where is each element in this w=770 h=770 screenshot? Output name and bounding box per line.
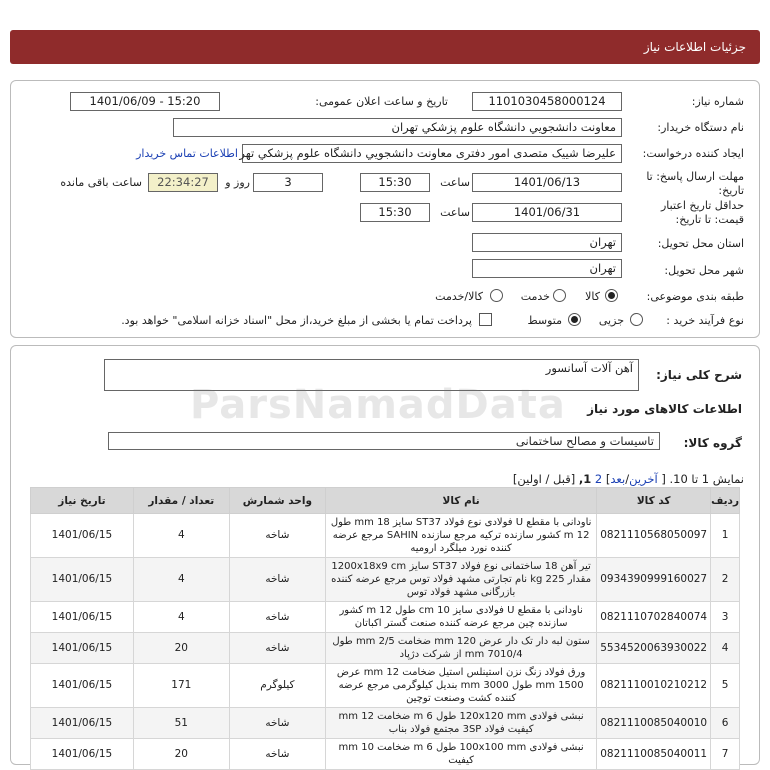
validity-time-label: ساعت <box>440 206 470 219</box>
table-row[interactable] <box>31 514 740 558</box>
col-unit: واحد شمارش <box>229 488 325 514</box>
category-goods-radio[interactable] <box>605 289 618 302</box>
row-number: 1 <box>711 514 740 558</box>
days-field[interactable]: 3 <box>253 173 323 192</box>
category-goods-label: کالا <box>585 290 600 303</box>
goods-name: نبشی فولادی 100x100 mm طول 6 m ضخامت 10 mm کیفیت <box>326 739 597 770</box>
buyer-field[interactable]: معاونت دانشجويي دانشگاه علوم پزشكي تهران <box>173 118 622 137</box>
goods-qty: 171 <box>133 664 229 708</box>
buyer-contact-link[interactable]: اطلاعات تماس خریدار <box>136 147 238 160</box>
need-date: 1401/06/15 <box>31 602 134 633</box>
pagination-bar <box>513 472 744 486</box>
need-date: 1401/06/15 <box>31 708 134 739</box>
goods-qty: 20 <box>133 633 229 664</box>
announce-label: تاریخ و ساعت اعلان عمومی: <box>315 95 448 108</box>
process-minor-label: جزیی <box>598 314 624 327</box>
category-label: طبقه بندی موضوعی: <box>646 290 744 303</box>
province-label: استان محل تحویل: <box>657 237 744 250</box>
goods-unit: شاخه <box>229 739 325 770</box>
goods-unit: کیلوگرم <box>229 664 325 708</box>
buyer-label: نام دستگاه خریدار: <box>657 121 744 134</box>
goods-code: 0934390999160027 <box>597 558 711 602</box>
process-minor-radio[interactable] <box>630 313 643 326</box>
goods-unit: شاخه <box>229 708 325 739</box>
col-qty: تعداد / مقدار <box>133 488 229 514</box>
description-label: شرح کلی نیاز: <box>656 368 742 382</box>
deadline-date-field[interactable]: 1401/06/13 <box>472 173 622 192</box>
table-row[interactable] <box>31 633 740 664</box>
deadline-label: مهلت ارسال پاسخ: تا <box>646 170 744 183</box>
deadline-time-label: ساعت <box>440 176 470 189</box>
description-field[interactable]: آهن آلات آسانسور <box>104 359 639 391</box>
pagination-page-2[interactable]: 2 <box>594 472 603 486</box>
remaining-label: ساعت باقی مانده <box>60 176 142 189</box>
deadline-date-label: تاریخ: <box>718 184 744 197</box>
need-date: 1401/06/15 <box>31 739 134 770</box>
need-date: 1401/06/15 <box>31 558 134 602</box>
remaining-time-field: 22:34:27 <box>148 173 218 192</box>
goods-qty: 4 <box>133 602 229 633</box>
category-goods-service-radio[interactable] <box>490 289 503 302</box>
row-number: 3 <box>711 602 740 633</box>
requester-label: ایجاد کننده درخواست: <box>642 147 744 160</box>
goods-code: 5534520063930022 <box>597 633 711 664</box>
process-medium-radio[interactable] <box>568 313 581 326</box>
pagination-bracket-open: [ <box>661 472 666 486</box>
page-title: جزئیات اطلاعات نیاز <box>643 40 746 54</box>
table-row[interactable] <box>31 558 740 602</box>
goods-group-label: گروه کالا: <box>683 436 742 450</box>
deadline-time-field[interactable]: 15:30 <box>360 173 430 192</box>
goods-code: 0821110568050097 <box>597 514 711 558</box>
need-date: 1401/06/15 <box>31 633 134 664</box>
goods-info-title: اطلاعات کالاهای مورد نیاز <box>587 402 742 416</box>
pagination-first-prev: [قبل / اولین] <box>512 472 576 486</box>
category-service-radio[interactable] <box>553 289 566 302</box>
goods-name: تیر آهن 18 ساختمانی نوع فولاد ST37 سایز 1200x18x9 cm مقدار 225 kg نام تجارتی مشهد فولاد توس مرجع عرضه کننده بازرگانی مشهد فولاد توس <box>326 558 597 602</box>
category-service-label: خدمت <box>520 290 550 303</box>
goods-name: ناودانی با مقطع U فولادی نوع فولاد ST37 سایز 18 mm طول 12 m کشور سازنده ترکیه مرجع سازنده SAHIN مرجع عرضه کننده نورد میلگرد ارومیه <box>326 514 597 558</box>
pagination-last-link[interactable]: آخرین <box>629 472 658 486</box>
goods-code: 0821110085040011 <box>597 739 711 770</box>
row-number: 2 <box>711 558 740 602</box>
pagination-separator: / <box>625 472 630 486</box>
col-row: ردیف <box>711 488 740 514</box>
validity-date-field[interactable]: 1401/06/31 <box>472 203 622 222</box>
goods-unit: شاخه <box>229 633 325 664</box>
goods-code: 0821110702840074 <box>597 602 711 633</box>
validity-time-field[interactable]: 15:30 <box>360 203 430 222</box>
goods-group-field[interactable]: تاسیسات و مصالح ساختمانی <box>108 432 660 450</box>
goods-code: 0821110010210212 <box>597 664 711 708</box>
validity-date-label: قیمت: تا تاریخ: <box>675 213 744 226</box>
table-row[interactable] <box>31 602 740 633</box>
days-label: روز و <box>225 176 250 189</box>
page-header <box>10 30 760 64</box>
province-field[interactable]: تهران <box>472 233 622 252</box>
row-number: 6 <box>711 708 740 739</box>
need-number-label: شماره نیاز: <box>691 95 744 108</box>
category-goods-service-label: کالا/خدمت <box>435 290 483 303</box>
pagination-next-link[interactable]: بعد <box>610 472 626 486</box>
pagination-summary: نمایش 1 تا 10. <box>669 472 744 486</box>
goods-qty: 51 <box>133 708 229 739</box>
pagination-bracket-close: ] <box>605 472 611 486</box>
goods-qty: 4 <box>133 514 229 558</box>
goods-table <box>30 487 740 770</box>
goods-qty: 20 <box>133 739 229 770</box>
pagination-current-page: 1, <box>578 472 592 486</box>
need-date: 1401/06/15 <box>31 664 134 708</box>
goods-name: نبشی فولادی 120x120 mm طول 6 m ضخامت 12 mm کیفیت فولاد 3SP مجتمع فولاد بناب <box>326 708 597 739</box>
goods-code: 0821110085040010 <box>597 708 711 739</box>
table-row[interactable] <box>31 708 740 739</box>
need-date: 1401/06/15 <box>31 514 134 558</box>
announce-field[interactable]: 1401/06/09 - 15:20 <box>70 92 220 111</box>
goods-name: ناودانی با مقطع U فولادی سایز 10 cm طول 12 m کشور سازنده چین مرجع عرضه کننده صنعت گستر اکباتان <box>326 602 597 633</box>
goods-qty: 4 <box>133 558 229 602</box>
goods-unit: شاخه <box>229 602 325 633</box>
treasury-payment-note: پرداخت تمام یا بخشی از مبلغ خرید،از محل "اسناد خزانه اسلامی" خواهد بود. <box>121 314 472 327</box>
table-row[interactable] <box>31 739 740 770</box>
goods-name: ورق فولاد زنگ نزن استینلس استیل ضخامت 12 mm عرض 1500 mm طول 3000 mm بندیل کیلوگرمی مرجع عرضه کننده کشت وصنعت توچین <box>326 664 597 708</box>
goods-unit: شاخه <box>229 558 325 602</box>
col-date: تاریخ نیاز <box>31 488 134 514</box>
row-number: 5 <box>711 664 740 708</box>
watermark-text: ParsNamadData <box>190 382 566 428</box>
col-code: کد کالا <box>597 488 711 514</box>
validity-label: حداقل تاریخ اعتبار <box>660 199 744 212</box>
goods-unit: شاخه <box>229 514 325 558</box>
row-number: 4 <box>711 633 740 664</box>
goods-name: ستون لبه دار تک دار عرض 120 mm ضخامت 2/5 mm طول 7010/4 mm از شرکت دژپاد <box>326 633 597 664</box>
requester-field[interactable]: عليرضا شييک متصدی امور دفتری معاونت دانشجويي دانشگاه علوم پزشكي تهر <box>242 144 622 163</box>
col-name: نام کالا <box>326 488 597 514</box>
row-number: 7 <box>711 739 740 770</box>
treasury-payment-checkbox[interactable] <box>479 313 492 326</box>
table-row[interactable] <box>31 664 740 708</box>
process-label: نوع فرآیند خرید : <box>666 314 744 327</box>
city-field[interactable]: تهران <box>472 259 622 278</box>
goods-table-header <box>31 488 740 514</box>
process-medium-label: متوسط <box>527 314 562 327</box>
city-label: شهر محل تحویل: <box>664 264 744 277</box>
need-number-field[interactable]: 1101030458000124 <box>472 92 622 111</box>
